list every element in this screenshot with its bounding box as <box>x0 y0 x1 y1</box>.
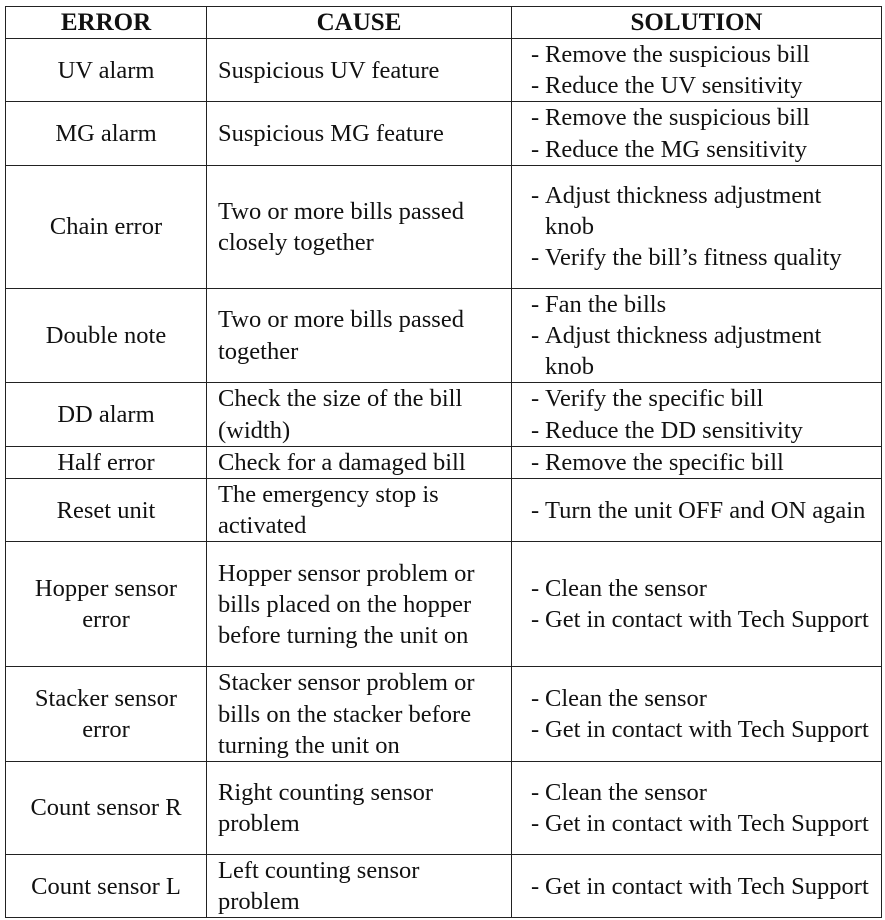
table-row <box>6 383 882 446</box>
solution-list <box>531 289 875 383</box>
solution-item: - Adjust thickness adjustment knob <box>531 320 875 382</box>
cause-cell: Right counting sensor problem <box>207 762 512 855</box>
table-row <box>6 39 882 102</box>
solution-item: - Turn the unit OFF and ON again <box>531 495 875 526</box>
header-error: ERROR <box>6 7 207 39</box>
error-cell: Count sensor L <box>6 855 207 918</box>
solution-cell <box>512 667 882 762</box>
solution-cell <box>512 102 882 165</box>
solution-cell <box>512 288 882 383</box>
cause-cell: The emergency stop is activated <box>207 479 512 542</box>
solution-cell <box>512 383 882 446</box>
solution-cell <box>512 542 882 667</box>
solution-item: - Clean the sensor <box>531 777 875 808</box>
solution-list <box>531 573 875 635</box>
cause-cell: Suspicious MG feature <box>207 102 512 165</box>
solution-cell <box>512 855 882 918</box>
error-troubleshooting-table <box>5 6 882 918</box>
solution-item: - Clean the sensor <box>531 683 875 714</box>
solution-item: - Adjust thickness adjustment knob <box>531 180 875 242</box>
solution-cell <box>512 479 882 542</box>
cause-cell: Left counting sensor problem <box>207 855 512 918</box>
table-row <box>6 762 882 855</box>
solution-item: - Reduce the UV sensitivity <box>531 70 875 101</box>
solution-cell <box>512 165 882 288</box>
table-row <box>6 855 882 918</box>
header-row <box>6 7 882 39</box>
cause-cell: Stacker sensor problem or bills on the stacker before turning the unit on <box>207 667 512 762</box>
solution-item: - Reduce the DD sensitivity <box>531 415 875 446</box>
header-solution: SOLUTION <box>512 7 882 39</box>
solution-list <box>531 180 875 274</box>
table-row <box>6 446 882 478</box>
error-cell: UV alarm <box>6 39 207 102</box>
solution-cell <box>512 446 882 478</box>
solution-list <box>531 495 875 526</box>
cause-cell: Two or more bills passed together <box>207 288 512 383</box>
solution-item: - Get in contact with Tech Support <box>531 808 875 839</box>
table-row <box>6 542 882 667</box>
table-row <box>6 479 882 542</box>
header-cause: CAUSE <box>207 7 512 39</box>
solution-item: - Get in contact with Tech Support <box>531 604 875 635</box>
cause-cell: Check for a damaged bill <box>207 446 512 478</box>
solution-list <box>531 39 875 101</box>
cause-cell: Check the size of the bill (width) <box>207 383 512 446</box>
cause-cell: Suspicious UV feature <box>207 39 512 102</box>
error-cell: DD alarm <box>6 383 207 446</box>
solution-item: - Reduce the MG sensitivity <box>531 134 875 165</box>
solution-item: - Fan the bills <box>531 289 875 320</box>
solution-item: - Verify the bill’s fitness quality <box>531 242 875 273</box>
solution-cell <box>512 762 882 855</box>
table-body <box>6 39 882 918</box>
table-row <box>6 288 882 383</box>
solution-item: - Remove the suspicious bill <box>531 102 875 133</box>
table-row <box>6 102 882 165</box>
error-cell: Double note <box>6 288 207 383</box>
solution-list <box>531 683 875 745</box>
solution-list <box>531 777 875 839</box>
error-cell: Count sensor R <box>6 762 207 855</box>
solution-cell <box>512 39 882 102</box>
cause-cell: Two or more bills passed closely together <box>207 165 512 288</box>
error-cell: Half error <box>6 446 207 478</box>
solution-item: - Clean the sensor <box>531 573 875 604</box>
solution-list <box>531 871 875 902</box>
solution-list <box>531 383 875 445</box>
solution-item: - Remove the specific bill <box>531 447 875 478</box>
cause-cell: Hopper sensor problem or bills placed on the hopper before turning the unit on <box>207 542 512 667</box>
solution-item: - Get in contact with Tech Support <box>531 871 875 902</box>
error-cell: MG alarm <box>6 102 207 165</box>
solution-list <box>531 102 875 164</box>
error-cell: Stacker sensor error <box>6 667 207 762</box>
table-row <box>6 165 882 288</box>
table-row <box>6 667 882 762</box>
solution-list <box>531 447 875 478</box>
error-cell: Chain error <box>6 165 207 288</box>
solution-item: - Remove the suspicious bill <box>531 39 875 70</box>
solution-item: - Get in contact with Tech Support <box>531 714 875 745</box>
error-cell: Hopper sensor error <box>6 542 207 667</box>
error-cell: Reset unit <box>6 479 207 542</box>
solution-item: - Verify the specific bill <box>531 383 875 414</box>
